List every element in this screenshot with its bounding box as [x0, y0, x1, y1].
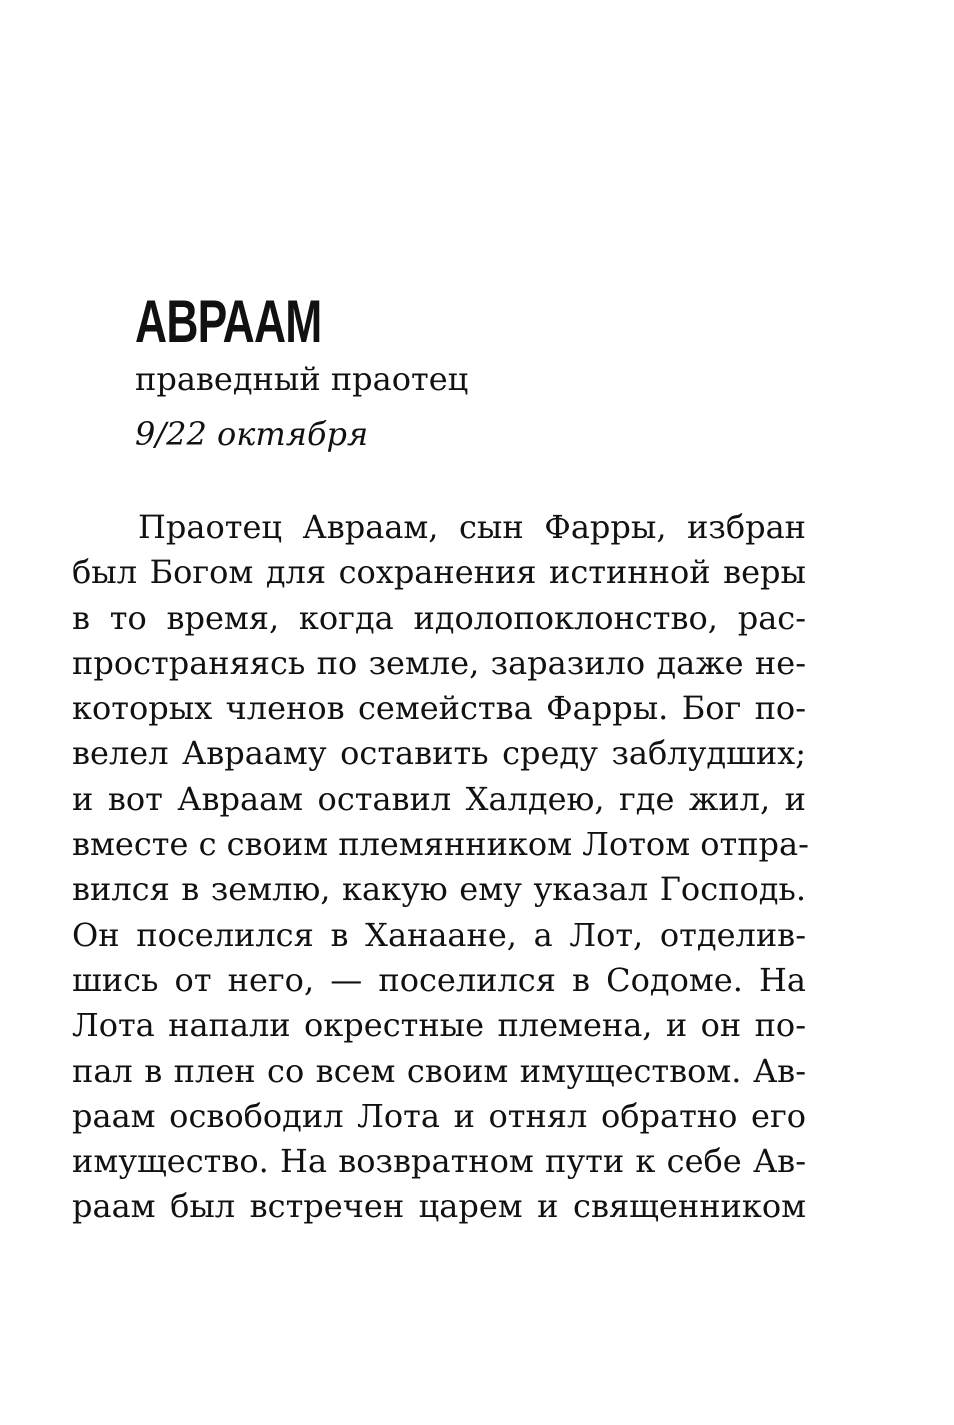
text-line: в то время, когда идолопоклонство, рас-	[72, 598, 806, 637]
text-line: имущество. На возвратном пути к себе Ав-	[72, 1142, 806, 1181]
text-line: пал в плен со всем своим имуществом. Ав-	[72, 1051, 806, 1090]
text-line: Лота напали окрестные племена, и он по-	[72, 1006, 806, 1045]
text-line: шись от него, — поселился в Содоме. На	[72, 960, 806, 999]
text-line: Он поселился в Ханаане, а Лот, отделив-	[72, 915, 806, 954]
text-line: которых членов семейства Фарры. Бог по-	[72, 689, 806, 728]
text-line: и вот Авраам оставил Халдею, где жил, и	[72, 779, 806, 818]
page-subtitle: праведный праотец	[135, 360, 469, 398]
text-line: вместе с своим племянником Лотом отпра-	[72, 825, 809, 864]
text-line: велел Аврааму оставить среду заблудших;	[72, 734, 806, 773]
text-line: пространяясь по земле, заразило даже не-	[72, 643, 806, 682]
text-line: раам был встречен царем и священником	[72, 1187, 806, 1226]
text-line: Праотец Авраам, сын Фарры, избран	[138, 508, 806, 546]
text-line: раам освободил Лота и отнял обратно его	[72, 1096, 806, 1135]
text-line: был Богом для сохранения истинной веры	[72, 553, 806, 592]
body-paragraph	[72, 505, 809, 1230]
page-title: АВРААМ	[135, 288, 322, 355]
feast-date: 9/22 октября	[135, 415, 369, 453]
text-line: вился в землю, какую ему указал Господь.	[72, 870, 806, 909]
